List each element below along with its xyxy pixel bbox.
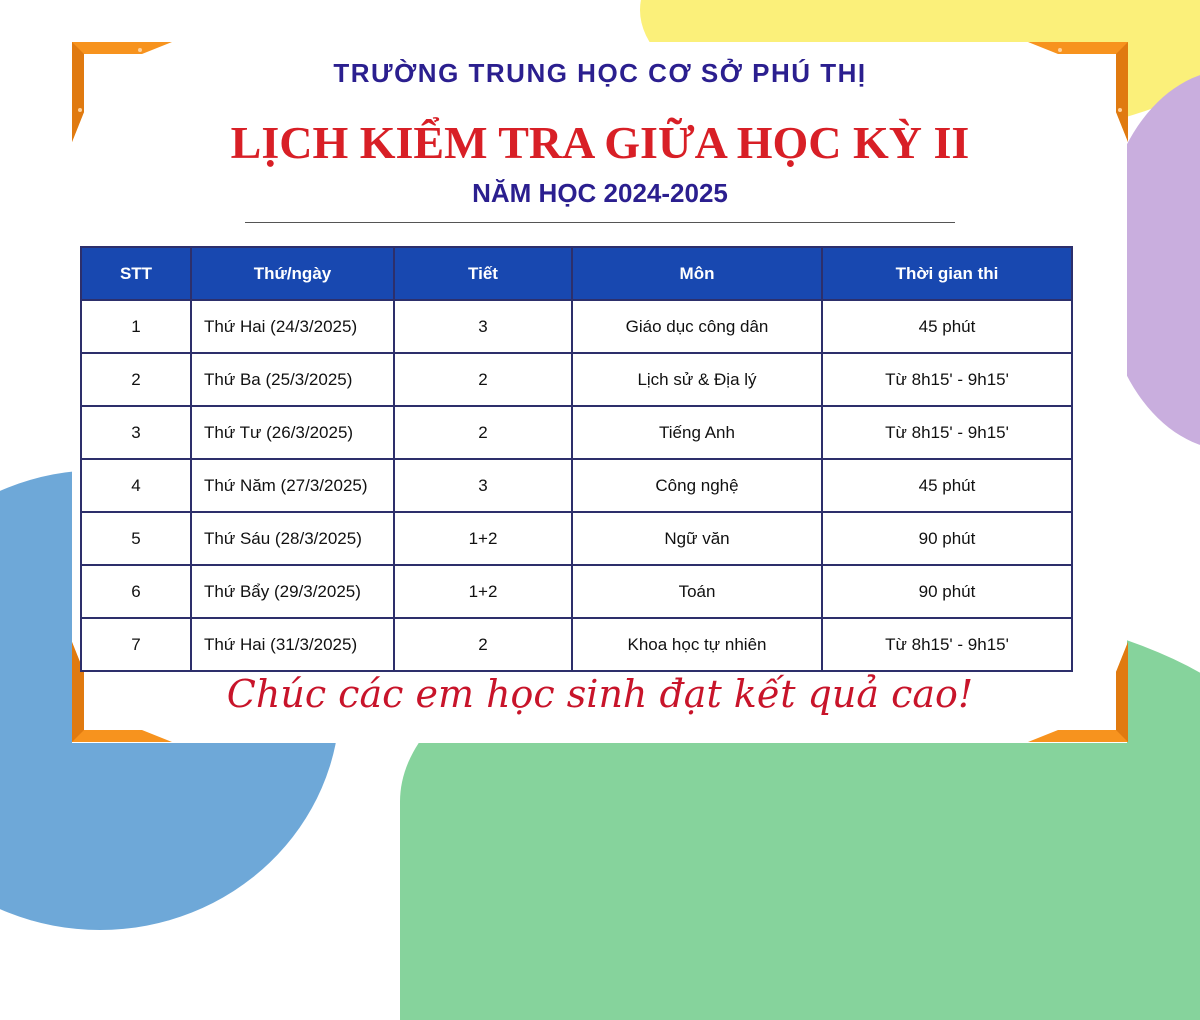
cell-period: 1+2 — [394, 512, 572, 565]
cell-period: 2 — [394, 353, 572, 406]
cell-stt: 5 — [81, 512, 191, 565]
column-header-period: Tiết — [394, 247, 572, 300]
cell-subject: Tiếng Anh — [572, 406, 822, 459]
cell-day-date: Thứ Bẩy (29/3/2025) — [191, 565, 394, 618]
cell-day-date: Thứ Sáu (28/3/2025) — [191, 512, 394, 565]
cell-subject: Toán — [572, 565, 822, 618]
table-row — [81, 406, 1072, 459]
cell-subject: Công nghệ — [572, 459, 822, 512]
cell-period: 2 — [394, 406, 572, 459]
cell-subject: Lịch sử & Địa lý — [572, 353, 822, 406]
cell-day-date: Thứ Năm (27/3/2025) — [191, 459, 394, 512]
table-row — [81, 512, 1072, 565]
page-title: LỊCH KIỂM TRA GIỮA HỌC KỲ II — [230, 117, 970, 168]
school-name: TRƯỜNG TRUNG HỌC CƠ SỞ PHÚ THỊ — [333, 58, 867, 88]
cell-day-date: Thứ Tư (26/3/2025) — [191, 406, 394, 459]
cell-stt: 1 — [81, 300, 191, 353]
cell-day-date: Thứ Hai (24/3/2025) — [191, 300, 394, 353]
closing-message: Chúc các em học sinh đạt kết quả cao! — [226, 672, 974, 716]
cell-subject: Khoa học tự nhiên — [572, 618, 822, 671]
header-divider — [245, 222, 955, 223]
cell-subject: Giáo dục công dân — [572, 300, 822, 353]
column-header-duration: Thời gian thi — [822, 247, 1072, 300]
cell-duration: Từ 8h15' - 9h15' — [822, 618, 1072, 671]
cell-stt: 2 — [81, 353, 191, 406]
cell-day-date: Thứ Hai (31/3/2025) — [191, 618, 394, 671]
cell-stt: 7 — [81, 618, 191, 671]
cell-stt: 6 — [81, 565, 191, 618]
cell-period: 2 — [394, 618, 572, 671]
table-row — [81, 565, 1072, 618]
cell-subject: Ngữ văn — [572, 512, 822, 565]
table-row — [81, 300, 1072, 353]
table-row — [81, 353, 1072, 406]
cell-duration: 90 phút — [822, 565, 1072, 618]
table-row — [81, 618, 1072, 671]
cell-period: 3 — [394, 300, 572, 353]
school-year: NĂM HỌC 2024-2025 — [472, 178, 728, 208]
column-header-subject: Môn — [572, 247, 822, 300]
cell-period: 3 — [394, 459, 572, 512]
column-header-day-date: Thứ/ngày — [191, 247, 394, 300]
cell-stt: 3 — [81, 406, 191, 459]
column-header-stt: STT — [81, 247, 191, 300]
cell-day-date: Thứ Ba (25/3/2025) — [191, 353, 394, 406]
exam-schedule-table — [80, 246, 1073, 672]
table-row — [81, 459, 1072, 512]
table-header-row — [81, 247, 1072, 300]
cell-duration: 45 phút — [822, 300, 1072, 353]
cell-period: 1+2 — [394, 565, 572, 618]
cell-duration: Từ 8h15' - 9h15' — [822, 353, 1072, 406]
cell-stt: 4 — [81, 459, 191, 512]
cell-duration: 45 phút — [822, 459, 1072, 512]
cell-duration: Từ 8h15' - 9h15' — [822, 406, 1072, 459]
cell-duration: 90 phút — [822, 512, 1072, 565]
